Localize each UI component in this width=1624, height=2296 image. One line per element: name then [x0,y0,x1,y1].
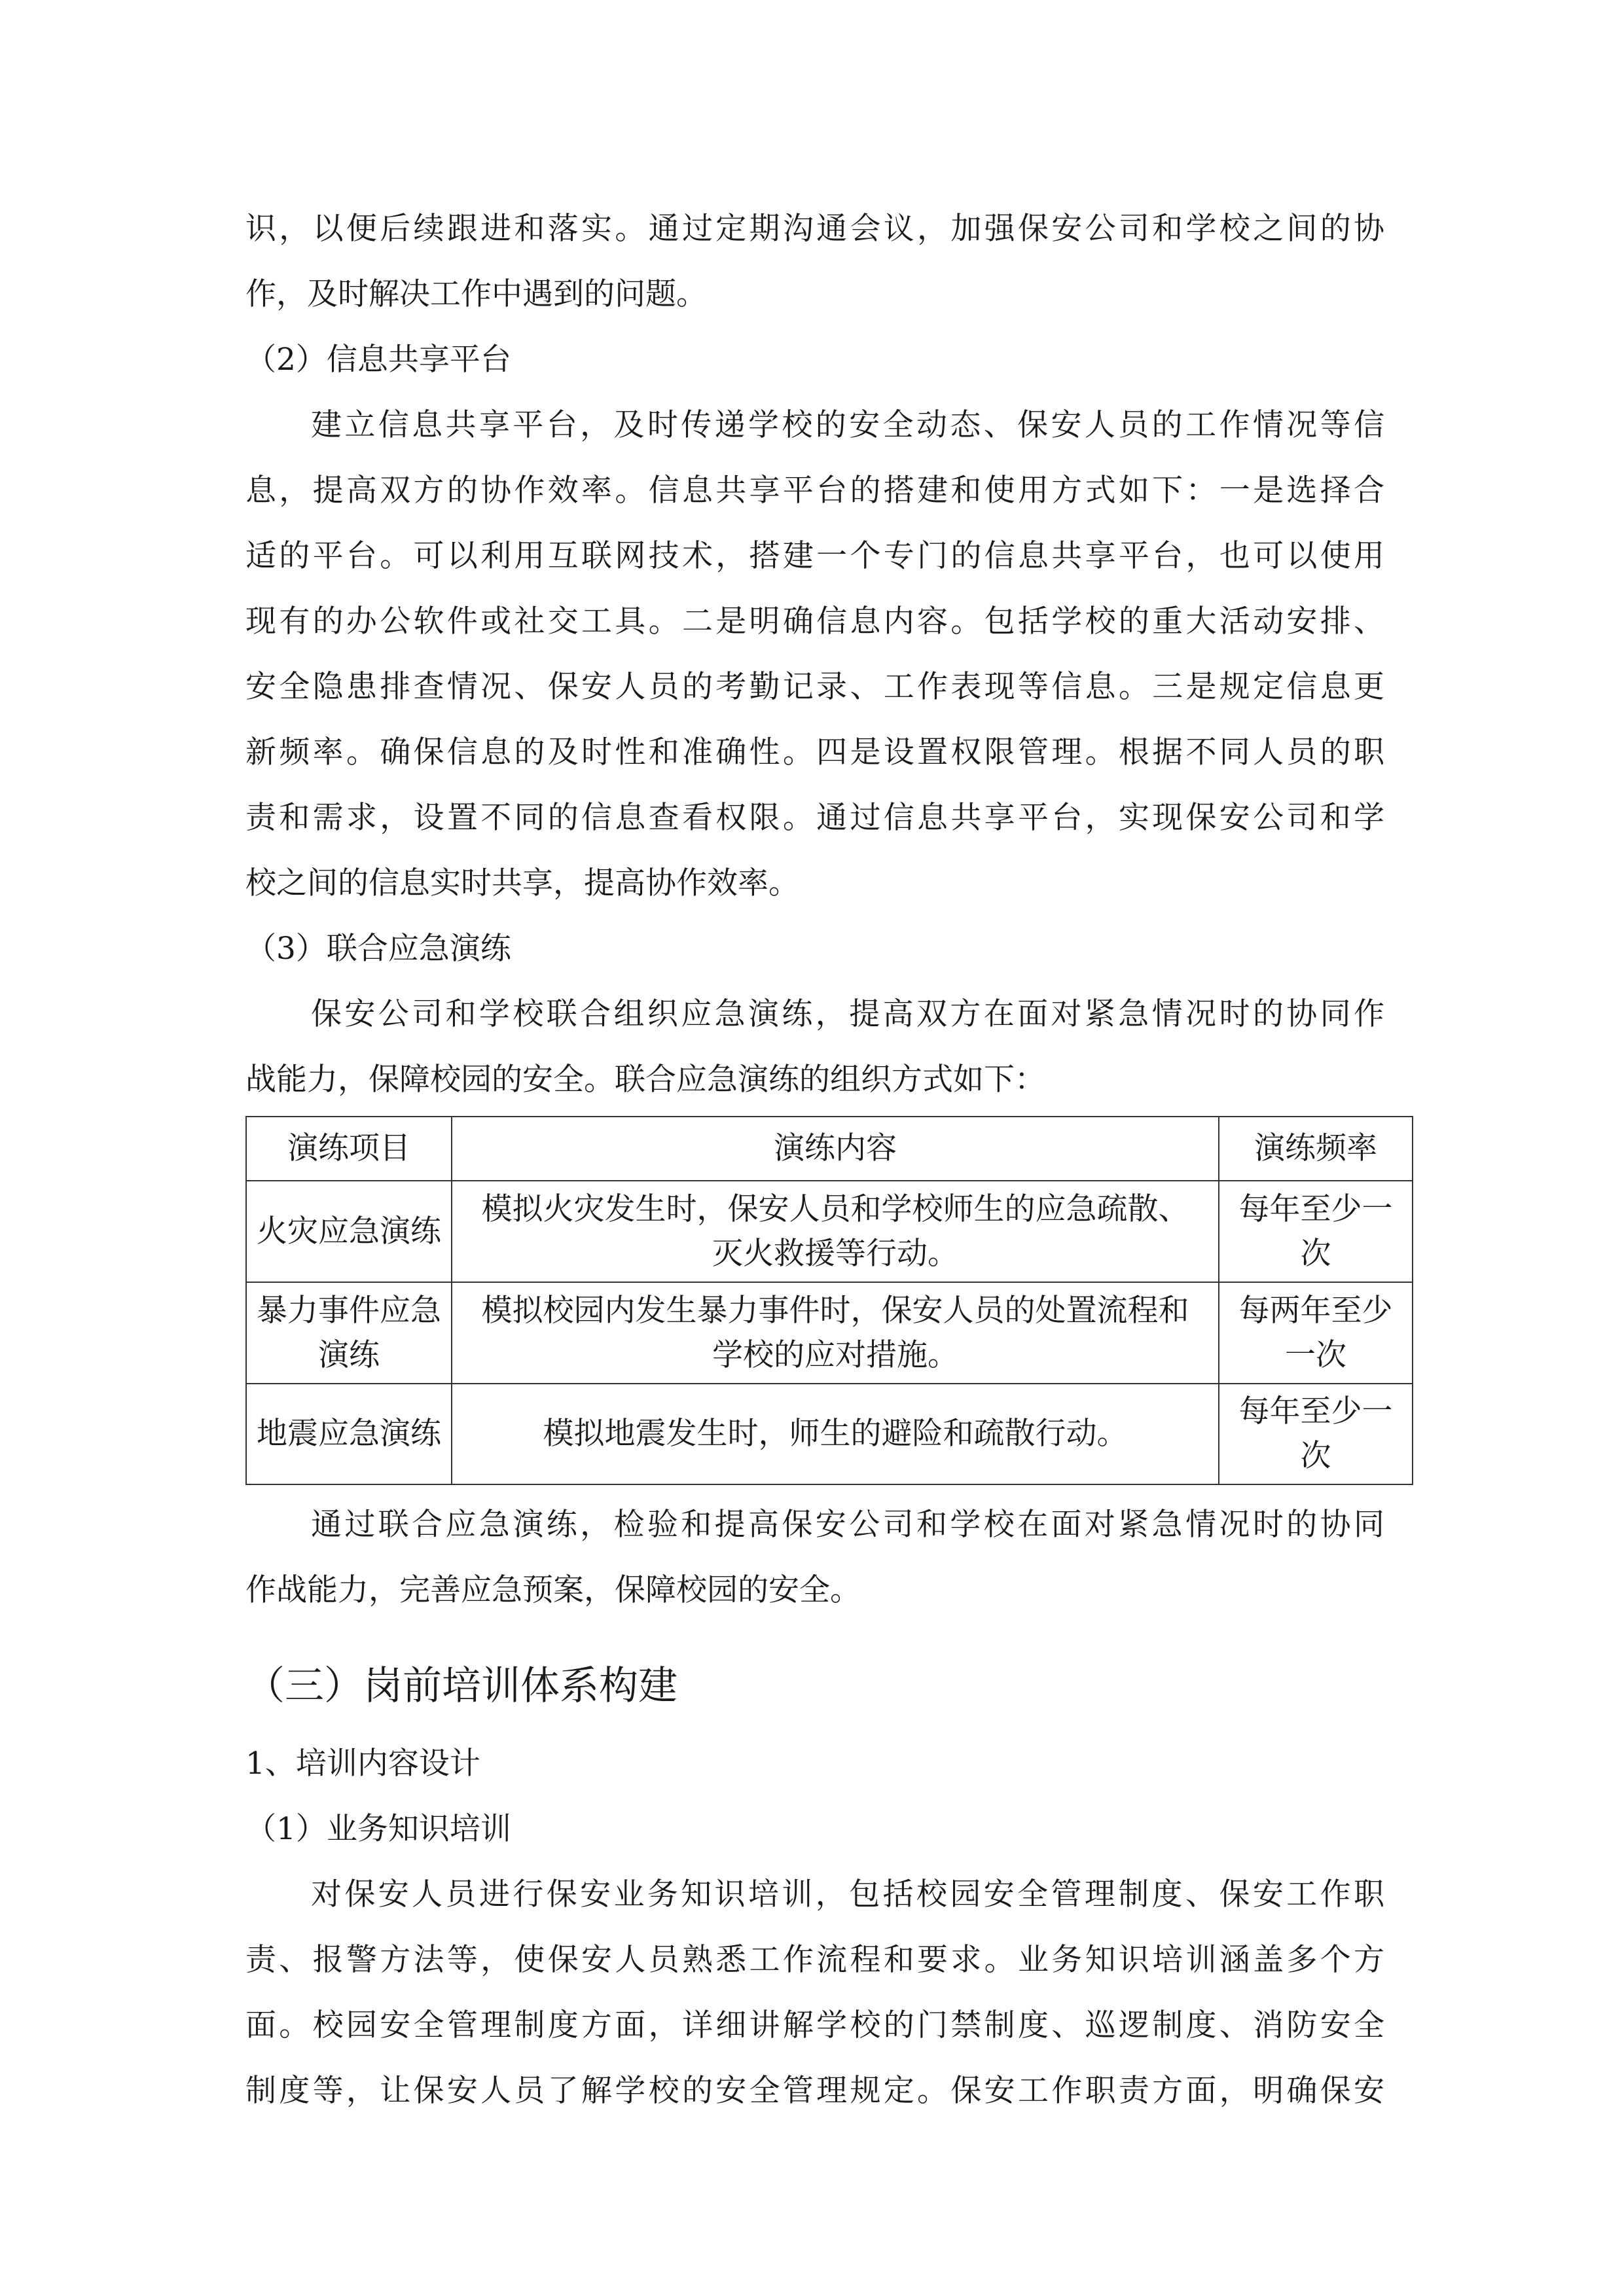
drill-table [245,1116,1413,1485]
paragraph-line: 适的平台。可以利用互联网技术，搭建一个专门的信息共享平台，也可以使用 [245,538,1384,574]
paragraph-line: 建立信息共享平台，及时传递学校的安全动态、保安人员的工作情况等信 [311,407,1384,443]
paragraph-line: 作战能力，完善应急预案，保障校园的安全。 [245,1572,861,1608]
chapter-heading-pre-job-training: （三）岗前培训体系构建 [245,1663,677,1709]
paragraph-line: 安全隐患排查情况、保安人员的考勤记录、工作表现等信息。三是规定信息更 [245,669,1384,705]
paragraph-line: 战能力，保障校园的安全。联合应急演练的组织方式如下： [245,1062,1045,1098]
paragraph-line: 面。校园安全管理制度方面，详细讲解学校的门禁制度、巡逻制度、消防安全 [245,2007,1384,2043]
paragraph-line: 对保安人员进行保安业务知识培训，包括校园安全管理制度、保安工作职 [311,1876,1384,1912]
table-row [246,1384,1413,1484]
paragraph-line: 校之间的信息实时共享，提高协作效率。 [245,865,799,901]
table-header-cell: 演练频率 [1219,1117,1413,1181]
table-cell-content: 模拟校园内发生暴力事件时，保安人员的处置流程和 学校的应对措施。 [452,1282,1219,1384]
table-cell-content: 模拟火灾发生时，保安人员和学校师生的应急疏散、 灭火救援等行动。 [452,1181,1219,1282]
paragraph-line: 制度等，让保安人员了解学校的安全管理规定。保安工作职责方面，明确保安 [245,2073,1384,2109]
paragraph-line: 现有的办公软件或社交工具。二是明确信息内容。包括学校的重大活动安排、 [245,603,1384,639]
subsection-heading: 1、培训内容设计 [245,1746,480,1782]
table-header-cell: 演练项目 [246,1117,452,1181]
table-row [246,1181,1413,1282]
table-cell-frequency: 每两年至少 一次 [1219,1282,1413,1384]
table-cell-frequency: 每年至少一 次 [1219,1181,1413,1282]
section-heading-joint-drill: （3）联合应急演练 [245,931,511,967]
table-cell-content: 模拟地震发生时，师生的避险和疏散行动。 [452,1384,1219,1484]
section-heading-info-sharing: （2）信息共享平台 [245,342,511,378]
table-row [246,1282,1413,1384]
table-header-row [246,1117,1413,1181]
paragraph-line: 通过联合应急演练，检验和提高保安公司和学校在面对紧急情况时的协同 [311,1507,1384,1543]
table-header-cell: 演练内容 [452,1117,1219,1181]
paragraph-line: 作，及时解决工作中遇到的问题。 [245,276,707,312]
paragraph-line: 责和需求，设置不同的信息查看权限。通过信息共享平台，实现保安公司和学 [245,800,1384,836]
paragraph-line: 责、报警方法等，使保安人员熟悉工作流程和要求。业务知识培训涵盖多个方 [245,1942,1384,1978]
table-cell-item: 暴力事件应急 演练 [246,1282,452,1384]
paragraph-line: 保安公司和学校联合组织应急演练，提高双方在面对紧急情况时的协同作 [311,996,1384,1032]
table-cell-item: 火灾应急演练 [246,1181,452,1282]
table-cell-frequency: 每年至少一 次 [1219,1384,1413,1484]
paragraph-line: 识，以便后续跟进和落实。通过定期沟通会议，加强保安公司和学校之间的协 [245,211,1384,247]
subsection-heading: （1）业务知识培训 [245,1811,511,1847]
paragraph-line: 息，提高双方的协作效率。信息共享平台的搭建和使用方式如下：一是选择合 [245,473,1384,509]
paragraph-line: 新频率。确保信息的及时性和准确性。四是设置权限管理。根据不同人员的职 [245,734,1384,770]
table-cell-item: 地震应急演练 [246,1384,452,1484]
